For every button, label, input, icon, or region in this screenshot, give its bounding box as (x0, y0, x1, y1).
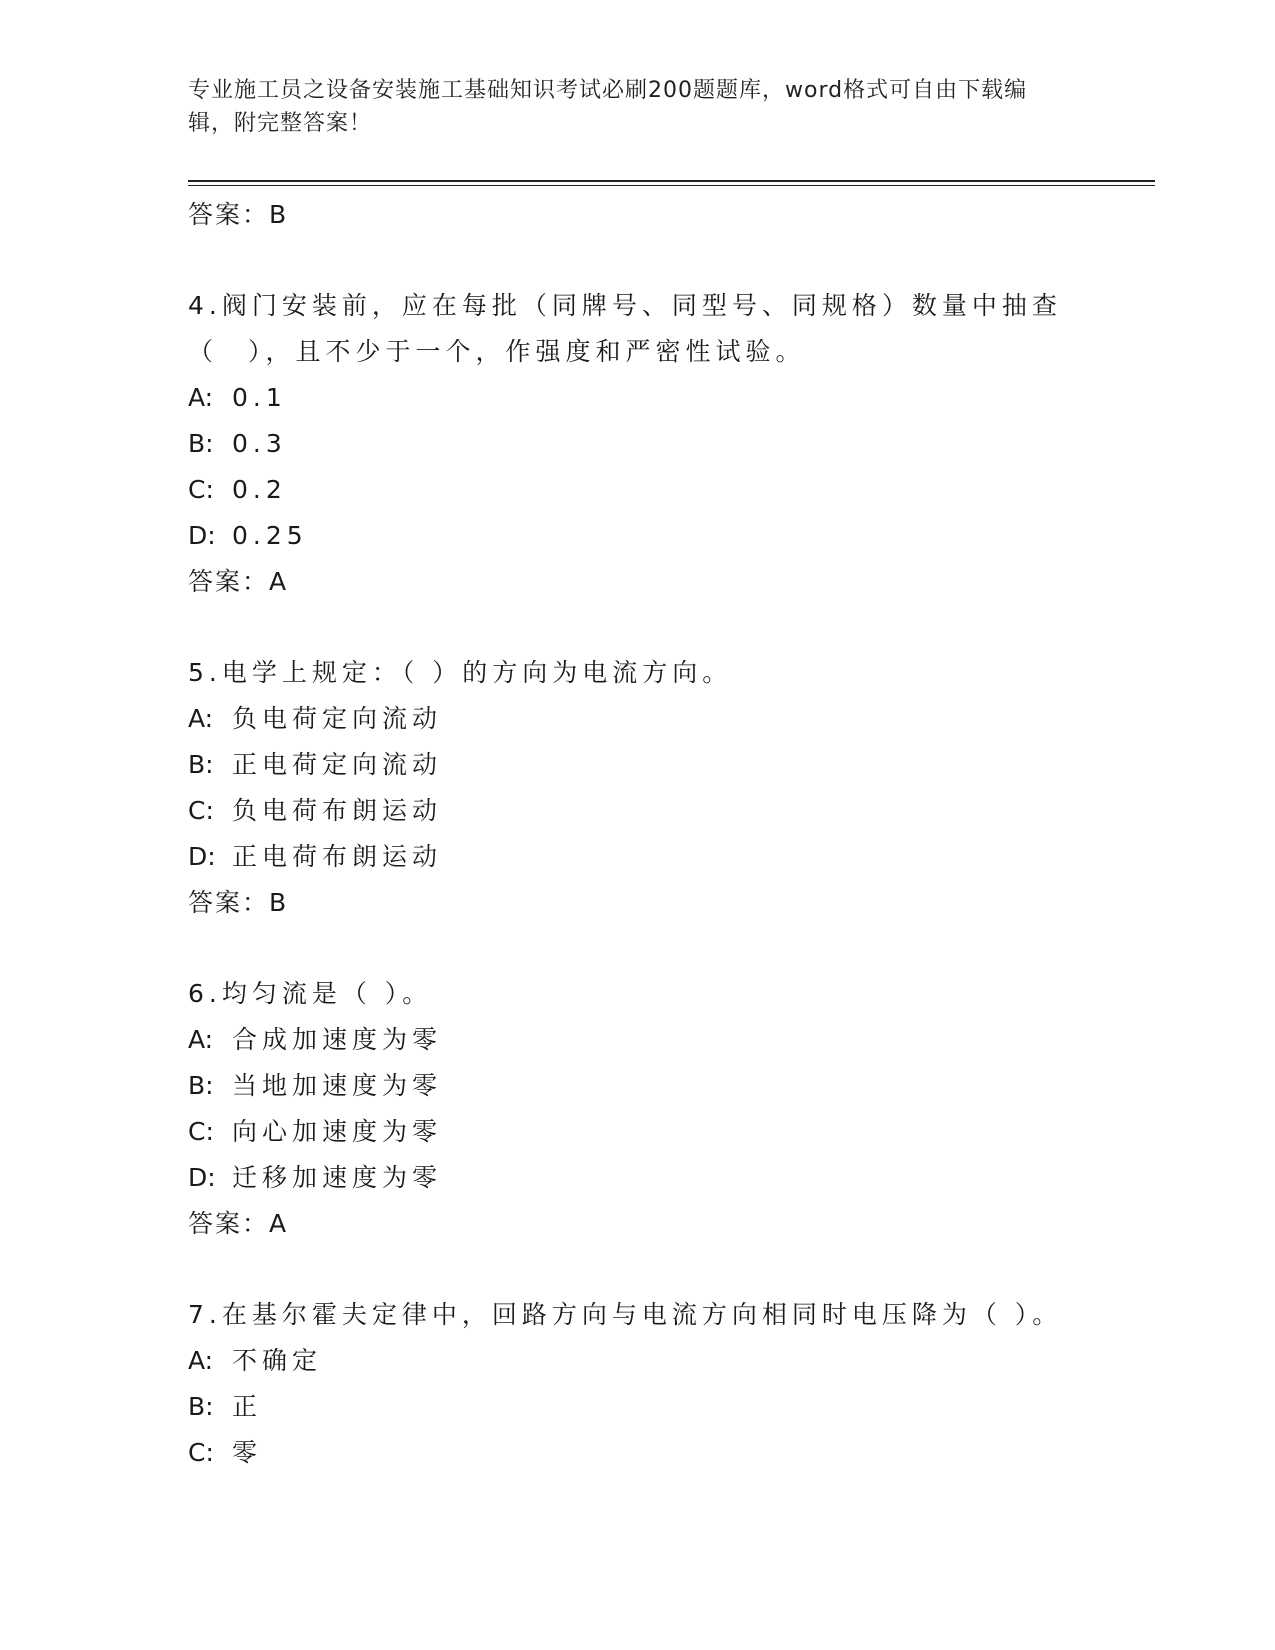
option-text: 0.2 (232, 475, 287, 504)
previous-answer: 答案：B (188, 200, 289, 229)
question-answer: 答案：A (188, 1209, 289, 1238)
header-divider-thick (188, 180, 1155, 182)
option-b (188, 1063, 1155, 1109)
question-7 (188, 1292, 1155, 1476)
option-text: 零 (232, 1438, 263, 1467)
option-letter: A: (188, 383, 214, 412)
question-text: 6.均匀流是（ ）。 (188, 979, 433, 1008)
option-text: 0.25 (232, 521, 308, 550)
question-list (188, 186, 1155, 1476)
option-text: 迁移加速度为零 (232, 1163, 443, 1192)
question-text: 7.在基尔霍夫定律中，回路方向与电流方向相同时电压降为（ ）。 (188, 1300, 1063, 1329)
option-d (188, 513, 1155, 559)
option-letter: C: (188, 1438, 214, 1467)
option-letter: C: (188, 475, 214, 504)
option-c (188, 788, 1155, 834)
option-letter: D: (188, 521, 216, 550)
option-letter: D: (188, 842, 216, 871)
option-a (188, 375, 1155, 421)
option-text: 当地加速度为零 (232, 1071, 443, 1100)
option-text: 0.3 (232, 429, 287, 458)
option-letter: D: (188, 1163, 216, 1192)
question-answer: 答案：B (188, 888, 289, 917)
question-4 (188, 283, 1155, 605)
option-text: 正电荷定向流动 (232, 750, 443, 779)
question-5 (188, 650, 1155, 926)
option-letter: B: (188, 1071, 214, 1100)
option-text: 负电荷布朗运动 (232, 796, 443, 825)
option-d (188, 1155, 1155, 1201)
option-text: 正电荷布朗运动 (232, 842, 443, 871)
option-letter: C: (188, 1117, 214, 1146)
option-text: 正 (232, 1392, 263, 1421)
option-a (188, 1338, 1155, 1384)
option-letter: C: (188, 796, 214, 825)
option-letter: B: (188, 750, 214, 779)
question-text: 5.电学上规定：（ ）的方向为电流方向。 (188, 658, 733, 687)
option-letter: B: (188, 1392, 214, 1421)
option-b (188, 1384, 1155, 1430)
option-letter: A: (188, 1346, 214, 1375)
question-answer: 答案：A (188, 567, 289, 596)
question-text: 4.阀门安装前，应在每批（同牌号、同型号、同规格）数量中抽查（ ），且不少于一个，作强度和严密性试验。 (188, 291, 1062, 366)
option-c (188, 467, 1155, 513)
option-text: 0.1 (232, 383, 287, 412)
option-letter: A: (188, 704, 214, 733)
option-a (188, 696, 1155, 742)
option-c (188, 1109, 1155, 1155)
option-b (188, 421, 1155, 467)
option-text: 负电荷定向流动 (232, 704, 443, 733)
option-c (188, 1430, 1155, 1476)
option-b (188, 742, 1155, 788)
option-text: 向心加速度为零 (232, 1117, 443, 1146)
option-letter: A: (188, 1025, 214, 1054)
option-a (188, 1017, 1155, 1063)
option-text: 合成加速度为零 (232, 1025, 443, 1054)
option-text: 不确定 (232, 1346, 323, 1375)
option-d (188, 834, 1155, 880)
question-6 (188, 971, 1155, 1247)
document-header: 专业施工员之设备安装施工基础知识考试必刷200题题库，word格式可自由下载编辑，附完整答案！ (188, 78, 1028, 136)
option-letter: B: (188, 429, 214, 458)
